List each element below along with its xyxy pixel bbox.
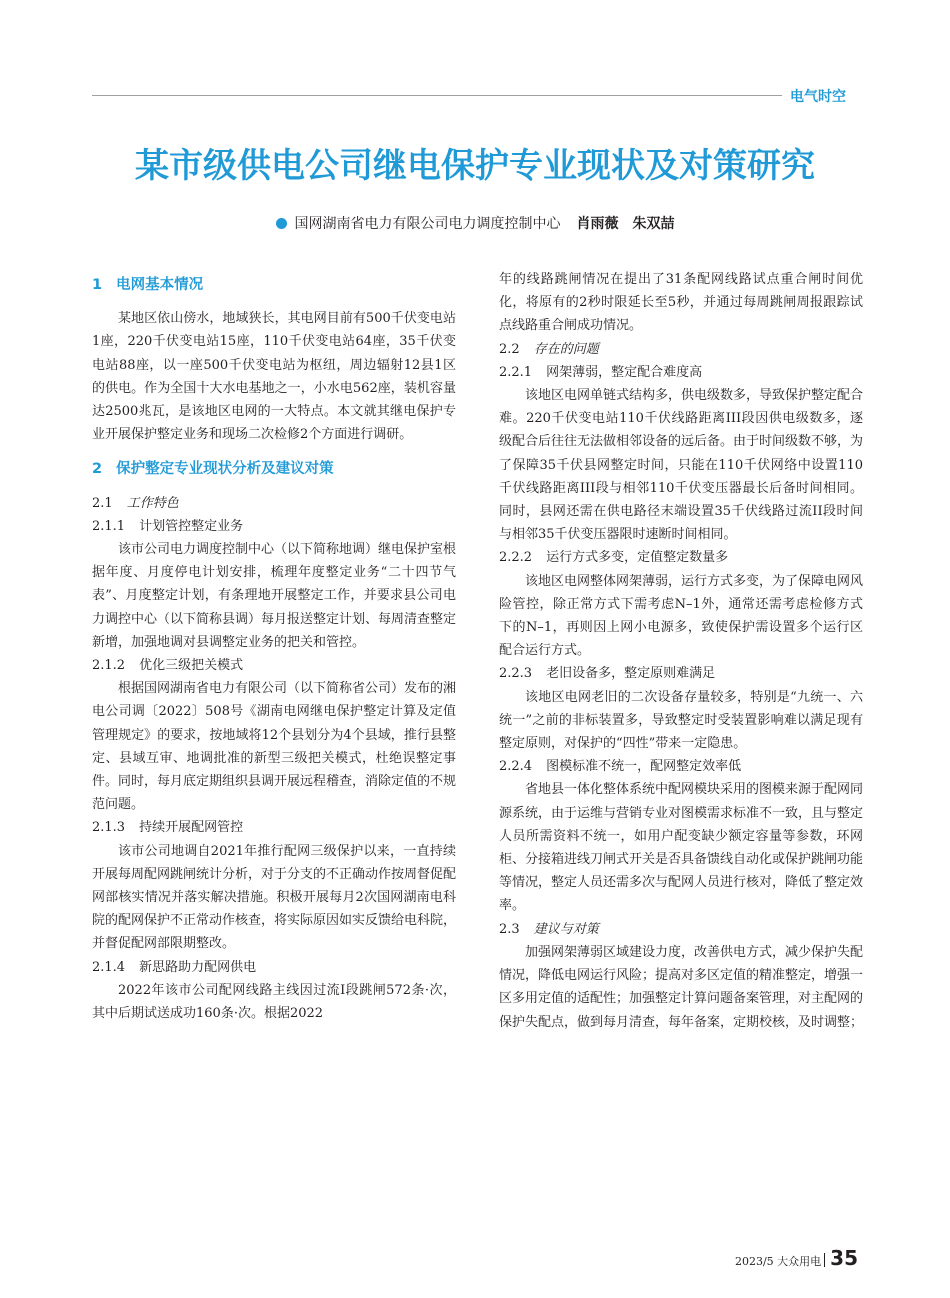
- subsubsection-heading-2-1-2: [92, 654, 456, 677]
- footer-divider: [824, 1253, 825, 1267]
- subsubsection-title: 计划管控整定业务: [139, 518, 244, 534]
- subsubsection-number: 2.1.3: [92, 820, 126, 836]
- subsubsection-title: 运行方式多变，定值整定数量多: [546, 550, 729, 566]
- paragraph: 某地区依山傍水，地域狭长，其电网目前有500千伏变电站1座，220千伏变电站15座，110千伏变电站64座，35千伏变电站88座，以一座500千伏变电站为枢纽，周边辐射12县1区的供电。作为全国十大水电基地之一，小水电562座，装机容量达2500兆瓦，是该地区电网的一大特点。本文就其继电保护专业开展保护整定业务和现场二次检修2个方面进行调研。: [92, 311, 456, 443]
- issue-label: 2023/5 大众用电: [734, 1255, 822, 1268]
- paragraph: 省地县一体化整体系统中配网模块采用的图模来源于配网同源系统，由于运维与营销专业对图模需求标准不一致，且与整定人员所需资料不统一，如用户配变缺少额定容量等参数，环网柜、分接箱进线刀闸式开关是否具备馈线自动化或保护跳闸功能等情况，整定人员还需多次与配网人员进行核对，降低了整定效率。: [499, 782, 864, 914]
- subsubsection-title: 老旧设备多，整定原则难满足: [546, 666, 716, 682]
- subsection-heading-2-3: [499, 918, 863, 941]
- subsubsection-heading-2-1-3: [92, 816, 456, 839]
- section-title: 电网基本情况: [116, 277, 204, 293]
- section-number: 2: [92, 461, 103, 478]
- subsubsection-number: 2.2.2: [499, 550, 533, 566]
- paragraph: 该地区电网老旧的二次设备存量较多，特别是“九统一、六统一”之前的非标装置多，导致整定时受装置影响难以满足现有整定原则，对保护的“四性”带来一定隐患。: [499, 689, 863, 752]
- subsubsection-number: 2.1.2: [92, 658, 126, 674]
- subsubsection-number: 2.1.4: [92, 959, 126, 975]
- subsubsection-number: 2.1.1: [92, 518, 126, 534]
- section-heading-2: [92, 458, 456, 481]
- subsubsection-number: 2.2.4: [499, 759, 533, 775]
- subsection-heading-2-1: [92, 492, 456, 515]
- section-label: 电气时空: [790, 89, 846, 105]
- subsubsection-heading-2-2-4: [499, 755, 863, 778]
- header-rule: [92, 95, 782, 96]
- subsubsection-title: 优化三级把关模式: [139, 658, 244, 674]
- subsection-title: 存在的问题: [533, 341, 599, 357]
- right-column: [499, 268, 863, 1034]
- subsubsection-heading-2-1-4: [92, 956, 456, 979]
- section-heading-1: [92, 274, 456, 297]
- subsubsection-heading-2-2-1: [499, 361, 863, 384]
- section-title: 保护整定专业现状分析及建议对策: [116, 461, 334, 478]
- byline: [0, 213, 950, 233]
- left-column: [92, 268, 456, 1025]
- subsubsection-title: 新思路助力配网供电: [139, 959, 257, 975]
- subsubsection-heading-2-2-3: [499, 662, 863, 685]
- subsection-heading-2-2: [499, 338, 863, 361]
- page-number: 35: [830, 1246, 858, 1270]
- subsection-number: 2.3: [499, 921, 520, 937]
- affiliation: 国网湖南省电力有限公司电力调度控制中心: [294, 216, 561, 232]
- authors: 肖雨薇 朱双喆: [576, 216, 675, 232]
- subsubsection-number: 2.2.1: [499, 364, 533, 380]
- section-number: 1: [92, 277, 103, 293]
- paragraph: 加强网架薄弱区域建设力度，改善供电方式，减少保护失配情况，降低电网运行风险；提高对多区定值的精准整定，增强一区多用定值的适配性；加强整定计算问题备案管理，对主配网的保护失配点，做到每月清查，每年备案，定期校核，及时调整；: [499, 944, 864, 1030]
- paragraph: 2022年该市公司配网线路主线因过流I段跳闸572条·次，其中后期试送成功160条·次。根据2022: [92, 982, 456, 1022]
- subsubsection-number: 2.2.3: [499, 666, 533, 682]
- subsubsection-title: 持续开展配网管控: [139, 820, 244, 836]
- page-footer: [735, 1246, 858, 1270]
- subsubsection-heading-2-1-1: [92, 515, 456, 538]
- subsection-number: 2.1: [92, 495, 113, 511]
- subsubsection-heading-2-2-2: [499, 546, 863, 569]
- subsection-title: 建议与对策: [533, 921, 599, 937]
- paragraph: 该市公司地调自2021年推行配网三级保护以来，一直持续开展每周配网跳闸统计分析，对于分支的不正确动作按周督促配网部核实情况并落实解决措施。积极开展每月2次国网湖南电科院的配网保护不正常动作核查，将实际原因如实反馈给电科院，并督促配网部限期整改。: [92, 843, 457, 952]
- paragraph: 该地区电网整体网架薄弱，运行方式多变，为了保障电网风险管控，除正常方式下需考虑N–1外，通常还需考虑检修方式下的N–1，再则因上网小电源多，致使保护需设置多个运行区配合运行方式。: [499, 573, 864, 659]
- paragraph-continued: 年的线路跳闸情况在提出了31条配网线路试点重合闸时间优化，将原有的2秒时限延长至5秒，并通过每周跳闸周报跟踪试点线路重合闸成功情况。: [499, 272, 863, 334]
- paragraph: 根据国网湖南省电力有限公司（以下简称省公司）发布的湘电公司调〔2022〕508号《湖南电网继电保护整定计算及定值管理规定》的要求，按地域将12个县划分为4个县域，推行县整定、县域互审、地调批准的新型三级把关模式，杜绝误整定事件。同时，每月底定期组织县调开展远程稽查，消除定值的不规范问题。: [92, 681, 457, 813]
- paragraph: 该地区电网单链式结构多，供电级数多，导致保护整定配合难。220千伏变电站110千伏线路距离III段因供电级数多，逐级配合后往往无法做相邻设备的远后备。由于时间级数不够，为了保障35千伏县网整定时间，只能在110千伏网络中设置110千伏线路距离III段与相邻110千伏变压器最长后备时间相同。同时，县网还需在供电路径末端设置35千伏线路过流II段时间与相邻35千伏变压器限时速断时间相同。: [499, 388, 864, 543]
- subsubsection-title: 图模标准不统一，配网整定效率低: [546, 759, 742, 775]
- article-title: 某市级供电公司继电保护专业现状及对策研究: [135, 146, 815, 186]
- subsection-number: 2.2: [499, 341, 520, 357]
- subsubsection-title: 网架薄弱，整定配合难度高: [546, 364, 703, 380]
- bullet-dot-icon: [276, 218, 287, 229]
- paragraph: 该市公司电力调度控制中心（以下简称地调）继电保护室根据年度、月度停电计划安排，梳理年度整定业务“二十四节气表”、月度整定计划，有条理地开展整定工作，并要求县公司电力调控中心（以下简称县调）每月报送整定计划、每周清查整定新增，加强地调对县调整定业务的把关和管控。: [92, 542, 457, 650]
- subsection-title: 工作特色: [126, 495, 179, 511]
